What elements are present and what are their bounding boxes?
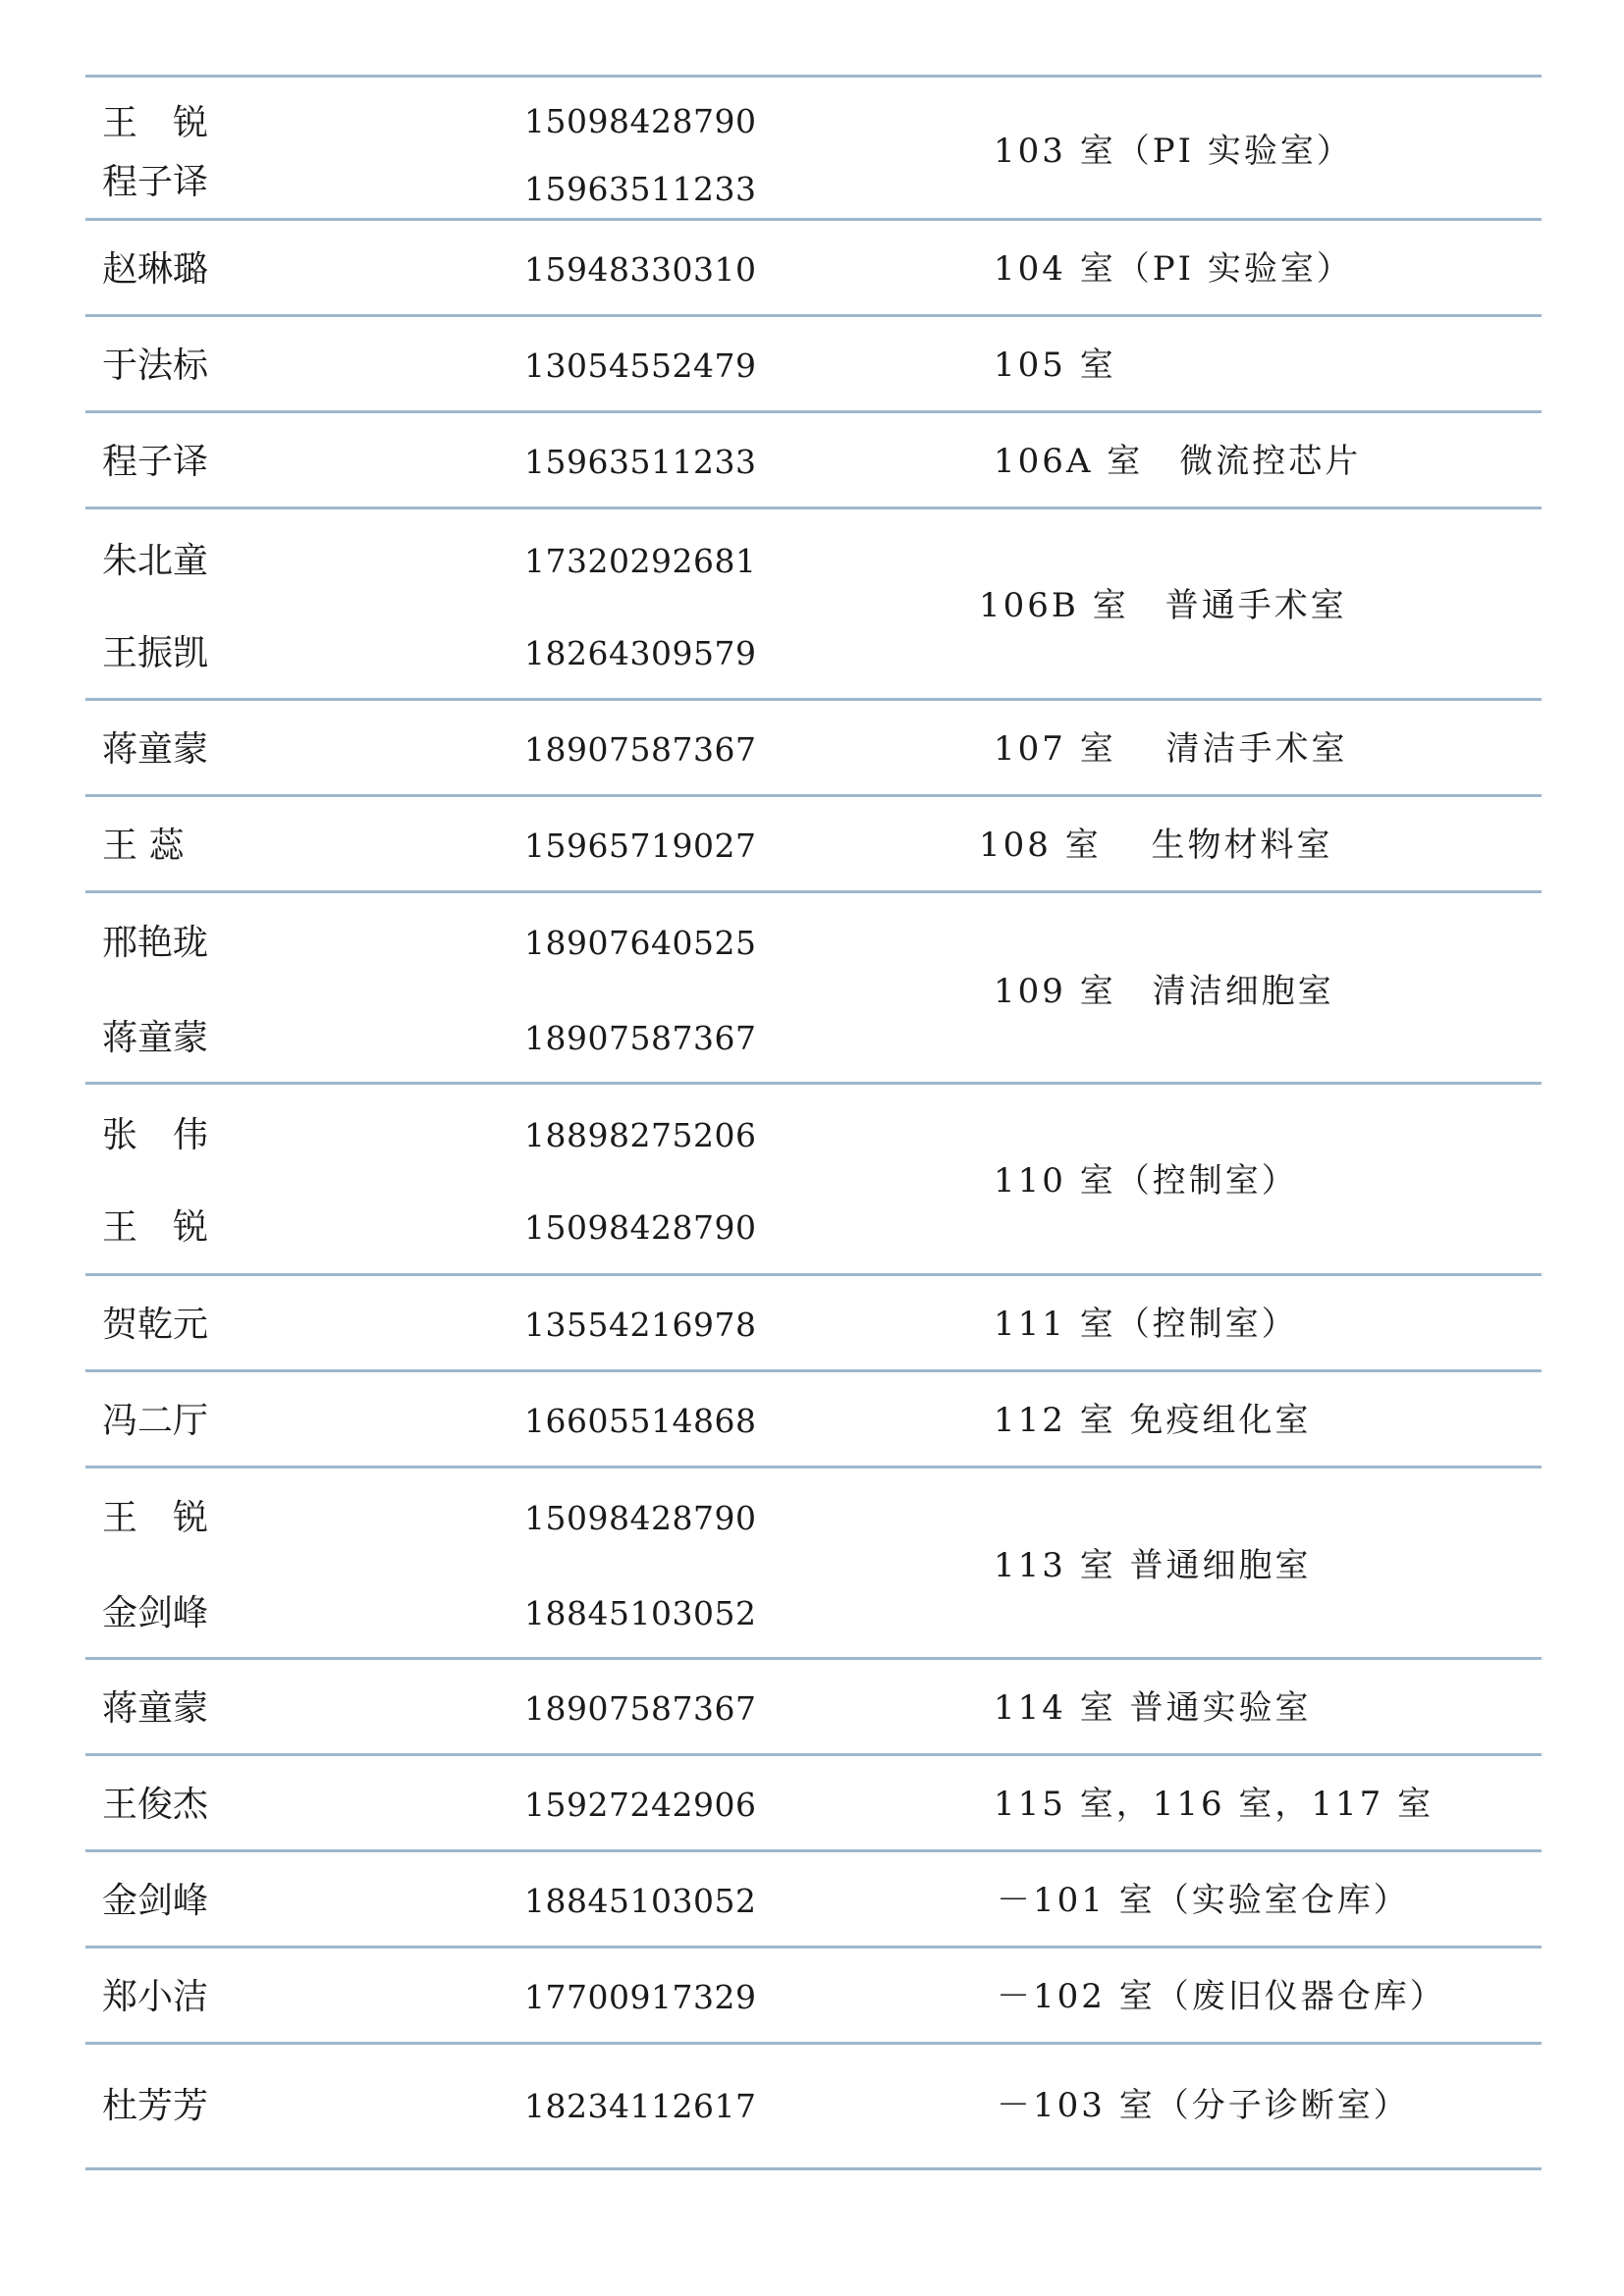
- phone-number: 15948330310: [524, 250, 757, 289]
- person-name: 郑小洁: [102, 1977, 209, 2017]
- room-cell: [85, 1852, 1542, 1946]
- phone-number: 15098428790: [524, 102, 757, 140]
- person-name: 朱北童: [102, 541, 209, 581]
- phone-number: 17320292681: [524, 542, 757, 580]
- room-cell: [85, 78, 1542, 218]
- phone-number: 15965719027: [524, 827, 757, 865]
- room-label: 105 室: [994, 346, 1116, 385]
- person-name: 冯二厅: [102, 1401, 209, 1441]
- table-row: [85, 2042, 1542, 2170]
- room-cell: [85, 1468, 1542, 1657]
- room-cell: [85, 1085, 1542, 1273]
- room-cell: [85, 893, 1542, 1082]
- table-row: [85, 507, 1542, 698]
- room-cell: [85, 1372, 1542, 1466]
- person-name: 贺乾元: [102, 1305, 209, 1345]
- person-name: 赵琳璐: [102, 249, 209, 290]
- room-label: 103 室（PI 实验室）: [994, 132, 1353, 171]
- table-row: [85, 1466, 1542, 1657]
- table-row: [85, 1369, 1542, 1466]
- person-name: 蒋童蒙: [102, 729, 209, 770]
- person-name: 金剑峰: [102, 1881, 209, 1921]
- room-cell: [85, 2045, 1542, 2167]
- room-cell: [85, 221, 1542, 314]
- person-name: 程子译: [102, 162, 209, 202]
- table-row: [85, 794, 1542, 890]
- room-cell: [85, 1949, 1542, 2042]
- person-name: 王 锐: [102, 1498, 209, 1538]
- room-label: 111 室（控制室）: [994, 1305, 1298, 1344]
- phone-number: 18234112617: [524, 2087, 757, 2125]
- phone-number: 18907587367: [524, 1019, 757, 1057]
- phone-number: 15098428790: [524, 1499, 757, 1537]
- person-name: 程子译: [102, 442, 209, 482]
- phone-number: 18264309579: [524, 634, 757, 672]
- table-row: [85, 75, 1542, 218]
- room-label: －101 室（实验室仓库）: [997, 1881, 1410, 1920]
- room-label: 106B 室 普通手术室: [979, 586, 1347, 625]
- person-name: 杜芳芳: [102, 2086, 209, 2126]
- person-name: 蒋童蒙: [102, 1018, 209, 1058]
- phone-number: 15963511233: [524, 170, 757, 208]
- person-name: 王振凯: [102, 633, 209, 673]
- room-cell: [85, 413, 1542, 507]
- phone-number: 18845103052: [524, 1594, 757, 1632]
- table-row: [85, 410, 1542, 507]
- room-label: 107 室 清洁手术室: [994, 729, 1348, 769]
- room-cell: [85, 1276, 1542, 1369]
- phone-number: 15927242906: [524, 1786, 757, 1824]
- table-row: [85, 698, 1542, 794]
- table-row: [85, 1082, 1542, 1273]
- room-label: 112 室 免疫组化室: [994, 1401, 1312, 1440]
- room-label: 113 室 普通细胞室: [994, 1546, 1312, 1585]
- room-label: 104 室（PI 实验室）: [994, 249, 1353, 289]
- room-label: 115 室，116 室，117 室: [994, 1785, 1435, 1824]
- person-name: 王俊杰: [102, 1785, 209, 1825]
- phone-number: 17700917329: [524, 1978, 757, 2016]
- contact-table: [85, 75, 1542, 2170]
- phone-number: 13054552479: [524, 347, 757, 385]
- person-name: 邢艳珑: [102, 923, 209, 963]
- phone-number: 13554216978: [524, 1306, 757, 1344]
- table-row: [85, 1946, 1542, 2042]
- phone-number: 18907587367: [524, 730, 757, 769]
- room-cell: [85, 1756, 1542, 1849]
- table-row: [85, 1849, 1542, 1946]
- phone-number: 15963511233: [524, 443, 757, 481]
- room-label: －103 室（分子诊断室）: [997, 2086, 1410, 2125]
- person-name: 金剑峰: [102, 1593, 209, 1633]
- phone-number: 18845103052: [524, 1882, 757, 1920]
- room-label: 106A 室 微流控芯片: [994, 442, 1362, 481]
- room-cell: [85, 797, 1542, 890]
- room-label: 108 室 生物材料室: [979, 826, 1333, 865]
- room-label: 114 室 普通实验室: [994, 1688, 1312, 1728]
- room-label: 110 室（控制室）: [994, 1161, 1298, 1201]
- room-label: 109 室 清洁细胞室: [994, 972, 1334, 1011]
- phone-number: 16605514868: [524, 1402, 757, 1440]
- person-name: 王 锐: [102, 1207, 209, 1248]
- room-cell: [85, 509, 1542, 698]
- person-name: 于法标: [102, 346, 209, 386]
- phone-number: 15098428790: [524, 1208, 757, 1247]
- table-row: [85, 1753, 1542, 1849]
- person-name: 张 伟: [102, 1115, 209, 1155]
- table-row: [85, 1273, 1542, 1369]
- table-row: [85, 218, 1542, 314]
- room-label: －102 室（废旧仪器仓库）: [997, 1977, 1446, 2016]
- room-cell: [85, 1660, 1542, 1753]
- table-row: [85, 1657, 1542, 1753]
- person-name: 蒋童蒙: [102, 1688, 209, 1729]
- table-row: [85, 890, 1542, 1082]
- table-row: [85, 314, 1542, 410]
- person-name: 王 锐: [102, 103, 209, 143]
- phone-number: 18907640525: [524, 924, 757, 962]
- person-name: 王 蕊: [102, 826, 185, 866]
- room-cell: [85, 701, 1542, 794]
- phone-number: 18898275206: [524, 1116, 757, 1154]
- phone-number: 18907587367: [524, 1689, 757, 1728]
- room-cell: [85, 317, 1542, 410]
